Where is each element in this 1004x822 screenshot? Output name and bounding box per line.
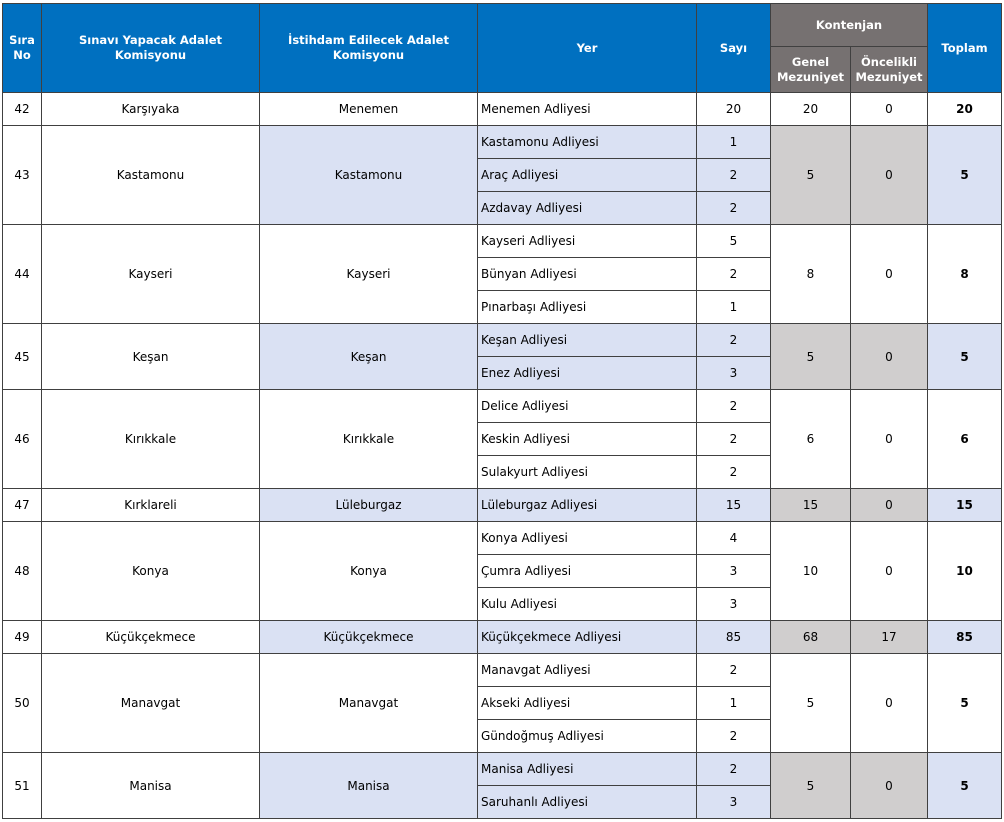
istihdam-edilecek-cell: Menemen bbox=[260, 93, 478, 126]
table-row bbox=[3, 225, 1002, 258]
sira-no-cell: 48 bbox=[3, 522, 42, 621]
genel-mezuniyet-cell: 20 bbox=[771, 93, 851, 126]
sayi-cell: 2 bbox=[697, 423, 771, 456]
istihdam-edilecek-cell: Lüleburgaz bbox=[260, 489, 478, 522]
toplam-cell: 10 bbox=[928, 522, 1002, 621]
genel-mezuniyet-cell: 68 bbox=[771, 621, 851, 654]
toplam-cell: 5 bbox=[928, 324, 1002, 390]
oncelikli-mezuniyet-cell: 0 bbox=[851, 324, 928, 390]
sayi-cell: 4 bbox=[697, 522, 771, 555]
header-kontenjan: Kontenjan bbox=[771, 4, 928, 47]
sira-no-cell: 49 bbox=[3, 621, 42, 654]
header-istihdam-edilecek: İstihdam Edilecek Adalet Komisyonu bbox=[260, 4, 478, 93]
yer-cell: Konya Adliyesi bbox=[478, 522, 697, 555]
istihdam-edilecek-cell: Konya bbox=[260, 522, 478, 621]
oncelikli-mezuniyet-cell: 17 bbox=[851, 621, 928, 654]
yer-cell: Kulu Adliyesi bbox=[478, 588, 697, 621]
toplam-cell: 8 bbox=[928, 225, 1002, 324]
oncelikli-mezuniyet-cell: 0 bbox=[851, 753, 928, 819]
table-row bbox=[3, 126, 1002, 159]
sayi-cell: 2 bbox=[697, 456, 771, 489]
sinavi-yapacak-cell: Konya bbox=[42, 522, 260, 621]
yer-cell: Delice Adliyesi bbox=[478, 390, 697, 423]
sayi-cell: 2 bbox=[697, 324, 771, 357]
header-genel-mezuniyet: Genel Mezuniyet bbox=[771, 47, 851, 93]
istihdam-edilecek-cell: Manisa bbox=[260, 753, 478, 819]
yer-cell: Azdavay Adliyesi bbox=[478, 192, 697, 225]
table-row bbox=[3, 93, 1002, 126]
sayi-cell: 1 bbox=[697, 687, 771, 720]
table-row bbox=[3, 390, 1002, 423]
toplam-cell: 20 bbox=[928, 93, 1002, 126]
yer-cell: Lüleburgaz Adliyesi bbox=[478, 489, 697, 522]
table-row bbox=[3, 522, 1002, 555]
sayi-cell: 2 bbox=[697, 192, 771, 225]
toplam-cell: 85 bbox=[928, 621, 1002, 654]
sayi-cell: 3 bbox=[697, 786, 771, 819]
genel-mezuniyet-cell: 10 bbox=[771, 522, 851, 621]
sira-no-cell: 50 bbox=[3, 654, 42, 753]
toplam-cell: 15 bbox=[928, 489, 1002, 522]
yer-cell: Enez Adliyesi bbox=[478, 357, 697, 390]
oncelikli-mezuniyet-cell: 0 bbox=[851, 126, 928, 225]
yer-cell: Bünyan Adliyesi bbox=[478, 258, 697, 291]
sinavi-yapacak-cell: Kırıkkale bbox=[42, 390, 260, 489]
istihdam-edilecek-cell: Küçükçekmece bbox=[260, 621, 478, 654]
genel-mezuniyet-cell: 5 bbox=[771, 753, 851, 819]
header-oncelikli-mezuniyet: Öncelikli Mezuniyet bbox=[851, 47, 928, 93]
kontenjan-table bbox=[2, 3, 1002, 819]
header-toplam: Toplam bbox=[928, 4, 1002, 93]
sira-no-cell: 42 bbox=[3, 93, 42, 126]
table-row bbox=[3, 753, 1002, 786]
header-sinavi-yapacak: Sınavı Yapacak Adalet Komisyonu bbox=[42, 4, 260, 93]
yer-cell: Pınarbaşı Adliyesi bbox=[478, 291, 697, 324]
genel-mezuniyet-cell: 8 bbox=[771, 225, 851, 324]
yer-cell: Kastamonu Adliyesi bbox=[478, 126, 697, 159]
yer-cell: Manisa Adliyesi bbox=[478, 753, 697, 786]
oncelikli-mezuniyet-cell: 0 bbox=[851, 654, 928, 753]
oncelikli-mezuniyet-cell: 0 bbox=[851, 522, 928, 621]
sinavi-yapacak-cell: Keşan bbox=[42, 324, 260, 390]
sayi-cell: 1 bbox=[697, 291, 771, 324]
genel-mezuniyet-cell: 5 bbox=[771, 654, 851, 753]
yer-cell: Manavgat Adliyesi bbox=[478, 654, 697, 687]
sayi-cell: 2 bbox=[697, 390, 771, 423]
oncelikli-mezuniyet-cell: 0 bbox=[851, 93, 928, 126]
genel-mezuniyet-cell: 5 bbox=[771, 324, 851, 390]
toplam-cell: 5 bbox=[928, 126, 1002, 225]
sayi-cell: 20 bbox=[697, 93, 771, 126]
sira-no-cell: 51 bbox=[3, 753, 42, 819]
yer-cell: Sulakyurt Adliyesi bbox=[478, 456, 697, 489]
sayi-cell: 5 bbox=[697, 225, 771, 258]
toplam-cell: 5 bbox=[928, 654, 1002, 753]
sayi-cell: 3 bbox=[697, 357, 771, 390]
table-row bbox=[3, 654, 1002, 687]
oncelikli-mezuniyet-cell: 0 bbox=[851, 390, 928, 489]
oncelikli-mezuniyet-cell: 0 bbox=[851, 489, 928, 522]
yer-cell: Keskin Adliyesi bbox=[478, 423, 697, 456]
sayi-cell: 85 bbox=[697, 621, 771, 654]
yer-cell: Çumra Adliyesi bbox=[478, 555, 697, 588]
genel-mezuniyet-cell: 15 bbox=[771, 489, 851, 522]
sayi-cell: 2 bbox=[697, 258, 771, 291]
table-row bbox=[3, 324, 1002, 357]
sira-no-cell: 47 bbox=[3, 489, 42, 522]
istihdam-edilecek-cell: Manavgat bbox=[260, 654, 478, 753]
yer-cell: Gündoğmuş Adliyesi bbox=[478, 720, 697, 753]
yer-cell: Keşan Adliyesi bbox=[478, 324, 697, 357]
sinavi-yapacak-cell: Kırklareli bbox=[42, 489, 260, 522]
yer-cell: Kayseri Adliyesi bbox=[478, 225, 697, 258]
sinavi-yapacak-cell: Manisa bbox=[42, 753, 260, 819]
sinavi-yapacak-cell: Karşıyaka bbox=[42, 93, 260, 126]
toplam-cell: 6 bbox=[928, 390, 1002, 489]
istihdam-edilecek-cell: Kayseri bbox=[260, 225, 478, 324]
sayi-cell: 2 bbox=[697, 159, 771, 192]
genel-mezuniyet-cell: 5 bbox=[771, 126, 851, 225]
sira-no-cell: 44 bbox=[3, 225, 42, 324]
sayi-cell: 3 bbox=[697, 555, 771, 588]
yer-cell: Araç Adliyesi bbox=[478, 159, 697, 192]
sayi-cell: 2 bbox=[697, 753, 771, 786]
istihdam-edilecek-cell: Kırıkkale bbox=[260, 390, 478, 489]
genel-mezuniyet-cell: 6 bbox=[771, 390, 851, 489]
sira-no-cell: 45 bbox=[3, 324, 42, 390]
table-row bbox=[3, 621, 1002, 654]
header-sayi: Sayı bbox=[697, 4, 771, 93]
sinavi-yapacak-cell: Kastamonu bbox=[42, 126, 260, 225]
sayi-cell: 3 bbox=[697, 588, 771, 621]
yer-cell: Saruhanlı Adliyesi bbox=[478, 786, 697, 819]
sira-no-cell: 43 bbox=[3, 126, 42, 225]
sira-no-cell: 46 bbox=[3, 390, 42, 489]
sayi-cell: 1 bbox=[697, 126, 771, 159]
table-body bbox=[3, 93, 1002, 819]
sayi-cell: 2 bbox=[697, 654, 771, 687]
sinavi-yapacak-cell: Manavgat bbox=[42, 654, 260, 753]
header-sira-no: Sıra No bbox=[3, 4, 42, 93]
yer-cell: Küçükçekmece Adliyesi bbox=[478, 621, 697, 654]
sayi-cell: 15 bbox=[697, 489, 771, 522]
sinavi-yapacak-cell: Kayseri bbox=[42, 225, 260, 324]
sinavi-yapacak-cell: Küçükçekmece bbox=[42, 621, 260, 654]
sayi-cell: 2 bbox=[697, 720, 771, 753]
istihdam-edilecek-cell: Kastamonu bbox=[260, 126, 478, 225]
toplam-cell: 5 bbox=[928, 753, 1002, 819]
oncelikli-mezuniyet-cell: 0 bbox=[851, 225, 928, 324]
yer-cell: Akseki Adliyesi bbox=[478, 687, 697, 720]
istihdam-edilecek-cell: Keşan bbox=[260, 324, 478, 390]
table-row bbox=[3, 489, 1002, 522]
header-yer: Yer bbox=[478, 4, 697, 93]
yer-cell: Menemen Adliyesi bbox=[478, 93, 697, 126]
